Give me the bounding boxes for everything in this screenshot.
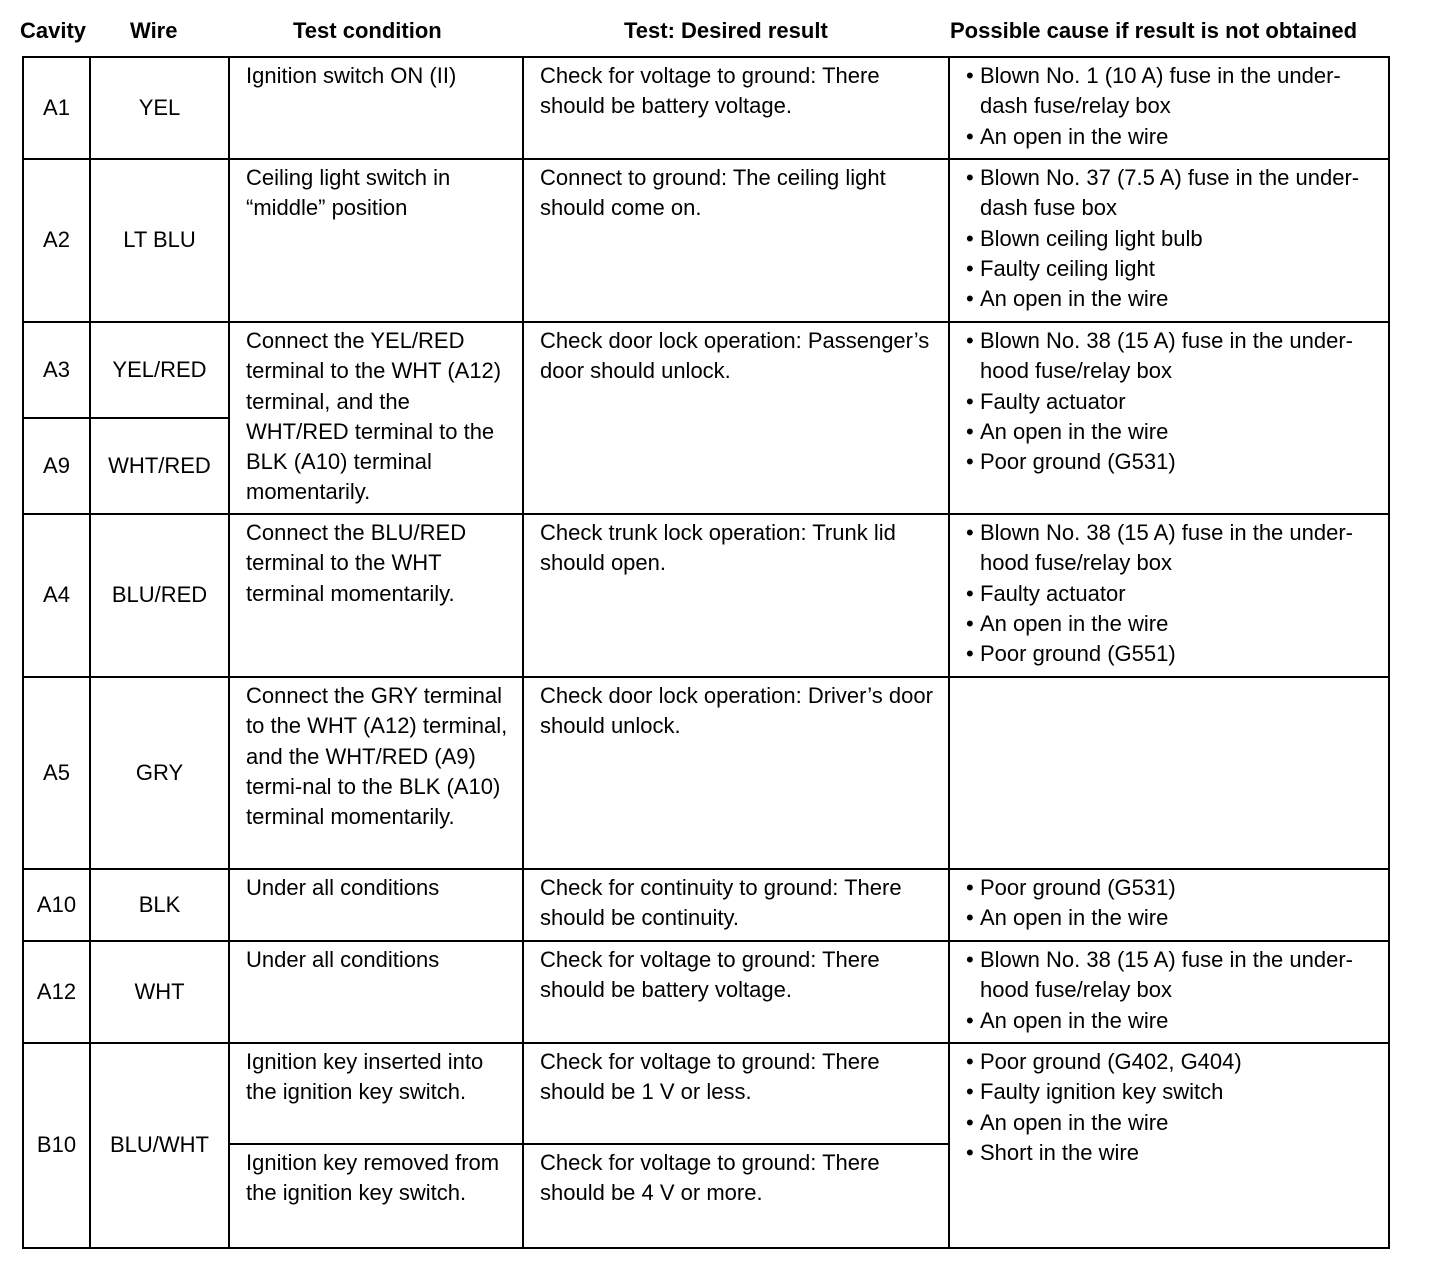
header-desired-result: Test: Desired result: [624, 18, 828, 43]
possible-cause-cell: [949, 514, 1389, 677]
cause-item: • An open in the wire: [966, 122, 1378, 152]
header-possible-cause: Possible cause if result is not obtained: [950, 18, 1358, 43]
possible-cause-cell: [949, 159, 1389, 322]
cause-item: • Blown ceiling light bulb: [966, 224, 1378, 254]
test-condition-cell: Connect the YEL/RED terminal to the WHT (A12) terminal, and the WHT/RED terminal to the BLK (A10) terminal momentarily.: [229, 322, 523, 514]
cause-item: • Blown No. 38 (15 A) fuse in the under-hood fuse/relay box: [966, 326, 1378, 387]
cavity-cell: A12: [23, 941, 90, 1043]
cavity-cell: A5: [23, 677, 90, 869]
cause-item: • Blown No. 38 (15 A) fuse in the under-hood fuse/relay box: [966, 945, 1378, 1006]
cavity-cell: A9: [23, 418, 90, 514]
cause-item: • An open in the wire: [966, 609, 1378, 639]
diagnostic-table: [22, 56, 1390, 1249]
cause-item: • Blown No. 38 (15 A) fuse in the under-hood fuse/relay box: [966, 518, 1378, 579]
wire-cell: LT BLU: [90, 159, 229, 322]
desired-result-cell: Check door lock operation: Passenger’s door should unlock.: [523, 322, 949, 514]
table-row-a3: [23, 322, 1389, 418]
table-row-a1: [23, 57, 1389, 159]
wire-cell: GRY: [90, 677, 229, 869]
desired-result-cell: Check for continuity to ground: There should be continuity.: [523, 869, 949, 941]
cause-item: • Blown No. 1 (10 A) fuse in the under-dash fuse/relay box: [966, 61, 1378, 122]
cause-item: • Faulty actuator: [966, 387, 1378, 417]
cause-item: • Poor ground (G531): [966, 873, 1378, 903]
cavity-cell: A3: [23, 322, 90, 418]
desired-result-cell: Check for voltage to ground: There should be 1 V or less.: [523, 1043, 949, 1144]
cause-item: • Short in the wire: [966, 1138, 1378, 1168]
header-wire: Wire: [130, 18, 178, 43]
desired-result-cell: Connect to ground: The ceiling light should come on.: [523, 159, 949, 322]
cause-item: • An open in the wire: [966, 903, 1378, 933]
cause-list: [966, 873, 1378, 934]
header-test-condition: Test condition: [293, 18, 442, 43]
cause-item: • Faulty ignition key switch: [966, 1077, 1378, 1107]
table-row-a2: [23, 159, 1389, 322]
cause-item: • Faulty ceiling light: [966, 254, 1378, 284]
wire-cell: YEL/RED: [90, 322, 229, 418]
cavity-cell: A4: [23, 514, 90, 677]
test-condition-cell: Under all conditions: [229, 941, 523, 1043]
wire-cell: WHT: [90, 941, 229, 1043]
cause-item: • Faulty actuator: [966, 579, 1378, 609]
cause-list: [966, 1047, 1378, 1168]
possible-cause-cell: [949, 1043, 1389, 1248]
table-row-b10: [23, 1043, 1389, 1144]
cause-list: [966, 326, 1378, 477]
table-row-a4: [23, 514, 1389, 677]
cavity-cell: A10: [23, 869, 90, 941]
test-condition-cell: Connect the GRY terminal to the WHT (A12) terminal, and the WHT/RED (A9) termi-nal to the BLK (A10) terminal momentarily.: [229, 677, 523, 869]
cause-item: • An open in the wire: [966, 1006, 1378, 1036]
possible-cause-cell: [949, 57, 1389, 159]
wire-cell: WHT/RED: [90, 418, 229, 514]
cause-item: • Blown No. 37 (7.5 A) fuse in the under-dash fuse box: [966, 163, 1378, 224]
test-condition-cell: Ceiling light switch in “middle” position: [229, 159, 523, 322]
cause-list: [966, 945, 1378, 1036]
desired-result-cell: Check door lock operation: Driver’s door should unlock.: [523, 677, 949, 869]
test-condition-cell: Under all conditions: [229, 869, 523, 941]
cause-list: [966, 61, 1378, 152]
desired-result-cell: Check for voltage to ground: There should be 4 V or more.: [523, 1144, 949, 1248]
table-row-a10: [23, 869, 1389, 941]
table-row-a5: [23, 677, 1389, 869]
cause-item: • An open in the wire: [966, 417, 1378, 447]
cavity-cell: A1: [23, 57, 90, 159]
test-condition-cell: Ignition switch ON (II): [229, 57, 523, 159]
desired-result-cell: Check for voltage to ground: There should be battery voltage.: [523, 941, 949, 1043]
test-condition-cell: Connect the BLU/RED terminal to the WHT terminal momentarily.: [229, 514, 523, 677]
possible-cause-cell: [949, 869, 1389, 941]
cavity-cell: A2: [23, 159, 90, 322]
desired-result-cell: Check trunk lock operation: Trunk lid should open.: [523, 514, 949, 677]
possible-cause-cell: [949, 677, 1389, 869]
possible-cause-cell: [949, 322, 1389, 514]
wire-cell: BLU/RED: [90, 514, 229, 677]
test-condition-cell: Ignition key inserted into the ignition key switch.: [229, 1043, 523, 1144]
wire-cell: BLK: [90, 869, 229, 941]
cause-list: [966, 518, 1378, 669]
table-row-a12: [23, 941, 1389, 1043]
cause-item: • An open in the wire: [966, 284, 1378, 314]
cause-item: • Poor ground (G402, G404): [966, 1047, 1378, 1077]
wire-cell: BLU/WHT: [90, 1043, 229, 1248]
header-cavity: Cavity: [20, 18, 87, 43]
cavity-cell: B10: [23, 1043, 90, 1248]
desired-result-cell: Check for voltage to ground: There should be battery voltage.: [523, 57, 949, 159]
cause-item: • An open in the wire: [966, 1108, 1378, 1138]
wire-cell: YEL: [90, 57, 229, 159]
possible-cause-cell: [949, 941, 1389, 1043]
cause-item: • Poor ground (G531): [966, 447, 1378, 477]
cause-item: • Poor ground (G551): [966, 639, 1378, 669]
cause-list: [966, 163, 1378, 314]
test-condition-cell: Ignition key removed from the ignition key switch.: [229, 1144, 523, 1248]
